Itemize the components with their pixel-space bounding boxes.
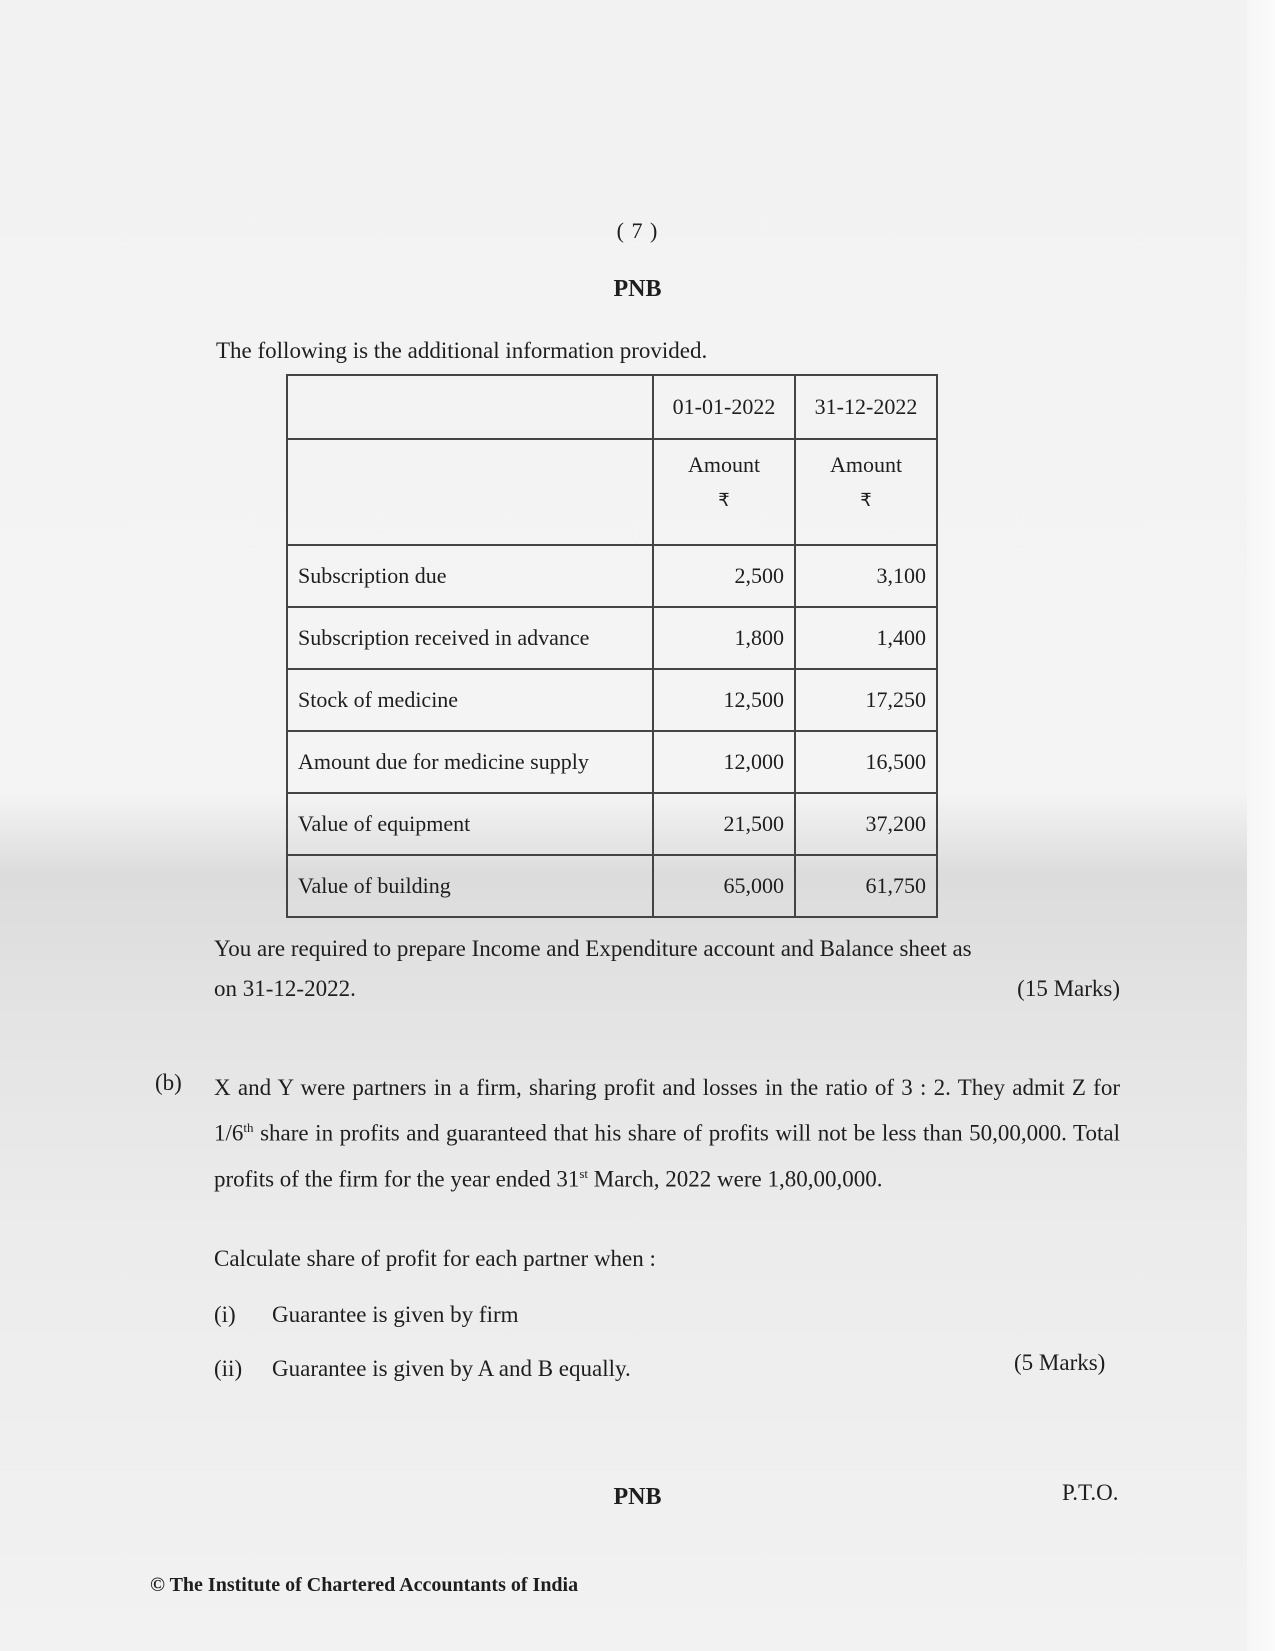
option-number: (i) [214, 1302, 236, 1327]
table-header-row [287, 375, 937, 439]
paper-code-bottom: PNB [613, 1484, 662, 1510]
paper-code-top: PNB [613, 276, 662, 302]
requirement-line-2: on 31-12-2022. [214, 976, 356, 1001]
intro-text: The following is the additional information provided. [216, 338, 708, 363]
column-header-date: 31-12-2022 [795, 375, 937, 439]
row-label: Value of equipment [287, 793, 653, 855]
option-number: (ii) [214, 1356, 243, 1381]
row-value-closing: 17,250 [795, 669, 937, 731]
table-row [287, 793, 937, 855]
rupee-symbol: ₹ [860, 490, 872, 511]
requirement-paragraph [214, 929, 1120, 1009]
table-row [287, 607, 937, 669]
unit-label: Amount [687, 452, 761, 477]
copyright-notice: © The Institute of Chartered Accountants of India [150, 1574, 579, 1596]
row-value-opening: 21,500 [653, 793, 795, 855]
unit-label: Amount [829, 452, 903, 477]
table-unit-blank [287, 439, 653, 545]
question-b-text-part1: X and Y were partners in a firm, sharing profit and losses in the ratio of 3 : 2. They admit Z for 1/6 [214, 1075, 1120, 1146]
option-text: Guarantee is given by firm [272, 1302, 519, 1327]
calculate-instruction: Calculate share of profit for each partner when : [214, 1246, 656, 1271]
row-label: Subscription due [287, 545, 653, 607]
question-b-text [214, 1068, 1120, 1199]
table-row [287, 669, 937, 731]
row-value-opening: 2,500 [653, 545, 795, 607]
page-edge [1247, 0, 1275, 1651]
table-unit-row [287, 439, 937, 545]
row-label: Value of building [287, 855, 653, 917]
column-header-date: 01-01-2022 [653, 375, 795, 439]
pto-label: P.T.O. [1062, 1480, 1119, 1505]
row-label: Stock of medicine [287, 669, 653, 731]
row-value-opening: 65,000 [653, 855, 795, 917]
row-value-opening: 12,000 [653, 731, 795, 793]
rupee-symbol: ₹ [718, 490, 730, 511]
question-b-text-part2: share in profits and guaranteed that his share of profits will not be less than 50,00,000. Total profits of the firm for the year ended 31 [214, 1120, 1120, 1192]
row-value-opening: 1,800 [653, 607, 795, 669]
additional-info-table [286, 374, 938, 918]
question-b-marks: (5 Marks) [1014, 1350, 1106, 1375]
row-value-closing: 1,400 [795, 607, 937, 669]
row-value-closing: 61,750 [795, 855, 937, 917]
row-value-closing: 37,200 [795, 793, 937, 855]
table-header-blank [287, 375, 653, 439]
option-text: Guarantee is given by A and B equally. [272, 1356, 631, 1381]
table-row [287, 731, 937, 793]
superscript-th: th [243, 1120, 254, 1135]
row-label: Subscription received in advance [287, 607, 653, 669]
superscript-st: st [579, 1165, 588, 1181]
row-value-closing: 16,500 [795, 731, 937, 793]
requirement-line-2-wrap [214, 969, 1120, 1009]
requirement-line-1: You are required to prepare Income and Expenditure account and Balance sheet as [214, 936, 972, 961]
row-value-opening: 12,500 [653, 669, 795, 731]
unit-cell [653, 439, 795, 545]
requirement-marks: (15 Marks) [1017, 976, 1120, 1001]
page-number: ( 7 ) [616, 218, 659, 243]
row-label: Amount due for medicine supply [287, 731, 653, 793]
table-row [287, 855, 937, 917]
unit-cell [795, 439, 937, 545]
row-value-closing: 3,100 [795, 545, 937, 607]
table-row [287, 545, 937, 607]
question-b-label: (b) [155, 1070, 182, 1095]
question-b-text-part3: March, 2022 were 1,80,00,000. [588, 1166, 883, 1192]
